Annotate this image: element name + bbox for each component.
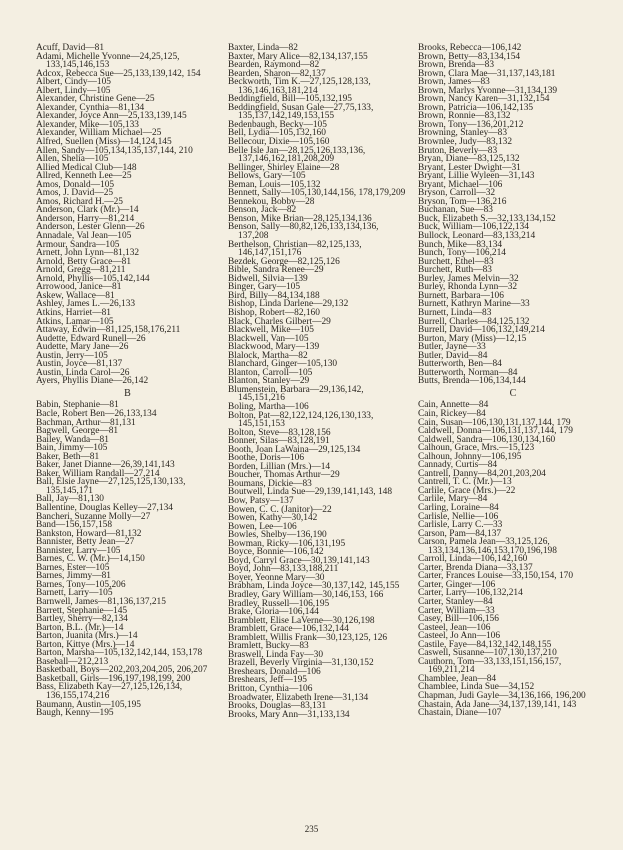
index-entry: Boyd, Carryl Grace—30,139,141,143 xyxy=(228,555,370,566)
index-entry: Butterworth, Ben—84 xyxy=(418,359,502,370)
index-entry: Browning, Stanley—83 xyxy=(418,128,508,139)
index-entry: Adcox, Rebecca Sue—25,133,139,142, 154 xyxy=(36,68,201,79)
index-column-1 xyxy=(36,44,219,718)
index-entry: Arnold, Gregg—81,211 xyxy=(36,265,126,276)
index-entry: Burchett, Ruth—83 xyxy=(418,265,492,276)
index-entry: Boyer, Yeonne Mary—30 xyxy=(228,572,325,583)
index-entry: Anderson, Lester Glenn—26 xyxy=(36,222,145,233)
index-entry: Breshears, Jeff—195 xyxy=(228,675,307,686)
index-entry: Cannady, Curtis—84 xyxy=(418,460,498,471)
index-entry: Alexander, William Michael—25 xyxy=(36,128,162,139)
index-entry: Amos, Donald—105 xyxy=(36,179,115,190)
index-entry: Ashley, James L.—26,133 xyxy=(36,299,136,310)
index-entry: Burnett, Kathryn Marine—33 xyxy=(418,299,530,310)
index-entry: Benson, Jack—82 xyxy=(228,205,297,216)
index-entry: Brooks, Douglas—83,131 xyxy=(228,701,327,712)
index-entry: Britton, Cynthia—106 xyxy=(228,684,313,695)
index-entry: Buck, William—106,122,134 xyxy=(418,222,529,233)
index-entry: Bachman, Arthur—81,131 xyxy=(36,417,136,428)
index-entry: Bible, Sandra Renee—29 xyxy=(228,265,324,276)
index-entry: Barnes, Tony—105,206 xyxy=(36,579,126,590)
index-entry: Brown, Betty—83,134,154 xyxy=(418,51,521,62)
index-entry: Barnwell, James—81,136,137,215 xyxy=(36,597,166,607)
index-entry: Bankston, Howard—81,132 xyxy=(36,528,142,539)
index-entry: Brownlee, Judy—83,132 xyxy=(418,137,513,148)
index-entry: Boothe, Doris—106 xyxy=(228,453,305,464)
index-entry: Atkins, Lamar—105 xyxy=(36,316,114,327)
index-entry: Barton, Marsha—105,132,142,144, 153,178 xyxy=(36,648,203,659)
index-entry: Arrowood, Janice—81 xyxy=(36,282,122,293)
index-entry: Bradley, Russell—106,195 xyxy=(228,598,330,609)
index-entry: Blanton, Carroll—105 xyxy=(228,367,313,378)
index-entry: Bezdek, George—82,125,126 xyxy=(228,256,340,267)
index-entry: Buck, Elizabeth S.—32,133,134,152 xyxy=(418,213,556,224)
index-entry: Butler, David—84 xyxy=(418,350,488,361)
index-entry: Carson, Pamela Jean—33,125,126, 133,134,136,146,153,170,196,198 xyxy=(418,537,557,556)
index-entry: Boumans, Dickie—83 xyxy=(228,478,312,489)
index-entry: Ayers, Phyllis Diane—26,142 xyxy=(36,376,149,387)
index-entry: Barton, B.L. (Mr.)—14 xyxy=(36,622,124,633)
index-entry: Bowles, Shelby—136,190 xyxy=(228,530,327,541)
index-entry: Boling, Martha—106 xyxy=(228,401,309,412)
index-entry: Carson, Pam—84,137 xyxy=(418,528,502,539)
index-entry: Barnett, Larry—105 xyxy=(36,588,113,599)
index-entry: Amos, J. David—25 xyxy=(36,188,114,199)
index-entry: Chastain, Ada Jane—34,137,139,141, 143 xyxy=(418,699,577,710)
index-entry: Ball, Elsie Jayne—27,125,125,130,133, 135,145,171 xyxy=(36,477,186,496)
index-entry: Bird, Billy—84,134,188 xyxy=(228,290,320,301)
index-entry: Askew, Wallace—81 xyxy=(36,290,115,301)
index-entry: Butler, Jayne—33 xyxy=(418,342,486,353)
index-entry: Butterworth, Norman—84 xyxy=(418,367,518,378)
index-entry: Carlisle, Larry C.—33 xyxy=(418,520,503,531)
index-entry: Cain, Susan—106,130,131,137,144, 179 xyxy=(418,417,571,428)
index-entry: Borden, Lillian (Mrs.)—14 xyxy=(228,461,331,472)
index-entry: Ballentine, Douglas Kelley—27,134 xyxy=(36,502,173,513)
index-entry: Bennett, Sally—105,130,144,156, 178,179,209 xyxy=(228,188,406,199)
index-entry: Burley, James Melvin—32 xyxy=(418,273,519,284)
index-entry: Cantrell, Danny—84,201,203,204 xyxy=(418,468,546,479)
index-entry: Bannister, Larry—105 xyxy=(36,545,121,556)
index-entry: Brown, Ronnie—83,132 xyxy=(418,111,511,122)
index-column-2 xyxy=(228,44,411,719)
index-entry: Bryant, Lester Dwight—31 xyxy=(418,162,521,173)
index-entry: Bryant, Michael—106 xyxy=(418,179,503,190)
index-entry: Albert, Cindy—105 xyxy=(36,77,111,88)
index-entry: Anderson, Clark (Mr.)—14 xyxy=(36,205,139,216)
index-entry: Baker, Janet Dianne—26,39,141,143 xyxy=(36,460,175,471)
section-letter-heading: C xyxy=(509,387,517,399)
index-entry: Alexander, Christine Gene—25 xyxy=(36,94,155,105)
index-entry: Arnett, John Lynn—81,132 xyxy=(36,248,140,259)
index-entry: Bacle, Robert Ben—26,133,134 xyxy=(36,408,157,419)
index-entry: Bramblett, Grace—106,132,144 xyxy=(228,624,349,635)
index-entry: Bain, Jimmy—105 xyxy=(36,443,108,454)
index-entry: Cain, Rickey—84 xyxy=(418,408,486,419)
index-entry: Basketball, Girls—196,197,198,199, 200 xyxy=(36,673,191,684)
index-entry: Bryant, Lillie Wyleen—31,143 xyxy=(418,171,535,182)
index-entry: Acuff, David—81 xyxy=(36,43,105,53)
index-entry: Bellinger, Shirley Elaine—28 xyxy=(228,162,340,173)
index-entry: Bellecour, Dixie—105,160 xyxy=(228,137,330,148)
index-entry: Blalock, Martha—82 xyxy=(228,350,308,361)
index-entry: Bonner, Silas—83,128,191 xyxy=(228,436,330,447)
index-entry: Allied Medical Club—148 xyxy=(36,162,137,173)
index-entry: Bryan, Diane—83,125,132 xyxy=(418,154,520,165)
index-entry: Braswell, Linda Fay—30 xyxy=(228,649,324,660)
index-entry: Carter, Stanley—84 xyxy=(418,597,493,607)
index-entry: Beckworth, Tim K.—27,125,128,133, 136,146,163,181,214 xyxy=(228,77,371,96)
index-entry: Alexander, Joyce Ann—25,133,139,145 xyxy=(36,111,187,122)
index-entry: Brabham, Linda Joyce—30,137,142, 145,155 xyxy=(228,581,400,592)
index-entry: Carlile, Grace (Mrs.)—22 xyxy=(418,485,516,496)
index-entry: Baxter, Linda—82 xyxy=(228,43,298,53)
index-entry: Bailey, Wanda—81 xyxy=(36,434,109,445)
index-entry: Burrell, Charles—84,125,132 xyxy=(418,316,530,327)
index-entry: Cain, Annette—84 xyxy=(418,400,489,411)
index-entry: Bruton, Beverly—83 xyxy=(418,145,498,156)
index-entry: Burnett, Barbara—106 xyxy=(418,290,504,301)
index-entry: Boyce, Bonnie—106,142 xyxy=(228,547,324,558)
index-entry: Benson, Mike Brian—28,125,134,136 xyxy=(228,213,372,224)
index-entry: Burton, Mary (Miss)—12,15 xyxy=(418,333,527,344)
index-entry: Adami, Michelle Yvonne—24,25,125, 133,145,146,153 xyxy=(36,51,180,71)
index-entry: Audette, Edward Runell—26 xyxy=(36,333,146,344)
index-entry: Blackwell, Mike—105 xyxy=(228,325,314,336)
index-entry: Berthelson, Christian—82,125,133, 146,147,151,176 xyxy=(228,239,362,259)
index-entry: Arnold, Betty Grace—81 xyxy=(36,256,132,267)
index-entry: Barton, Juanita (Mrs.)—14 xyxy=(36,631,138,642)
index-entry: Bearden, Sharon—82,137 xyxy=(228,68,326,79)
section-letter-heading: B xyxy=(124,387,131,399)
index-entry: Burnett, Linda—83 xyxy=(418,307,492,318)
index-entry: Band—156,157,158 xyxy=(36,520,113,531)
index-entry: Armour, Sandra—105 xyxy=(36,239,120,250)
index-entry: Barton, Kittye (Mrs.)—14 xyxy=(36,639,135,650)
index-entry: Blackwell, Van—105 xyxy=(228,333,309,344)
index-entry: Caswell, Susanne—107,130,137,210 xyxy=(418,648,557,659)
index-entry: Benson, Sally—80,82,126,133,134,136, 137,208 xyxy=(228,222,379,242)
index-entry: Alexander, Mike—105,133 xyxy=(36,119,139,130)
index-entry: Baker, William Randall—27,214 xyxy=(36,468,160,479)
index-entry: Brown, Tony—136,201,212 xyxy=(418,119,524,130)
index-entry: Bolton, Pat—82,122,124,126,130,133, 145,151,153 xyxy=(228,410,374,430)
index-entry: Chamblee, Linda Sue—34,152 xyxy=(418,682,535,693)
index-entry: Bramlett, Bucky—83 xyxy=(228,641,309,652)
index-entry: Booth, Joan LaWaina—29,125,134 xyxy=(228,444,361,455)
index-entry: Annadale, Val Jean—105 xyxy=(36,231,132,242)
index-entry: Carter, Brenda Diana—33,137 xyxy=(418,562,533,573)
index-entry: Bryson, Carroll—32 xyxy=(418,188,496,199)
index-entry: Austin, Jerry—105 xyxy=(36,350,108,361)
index-entry: Carling, Loraine—84 xyxy=(418,502,499,513)
index-entry: Barrett, Stephanie—145 xyxy=(36,605,128,616)
index-entry: Brown, Patricia—106,142,135 xyxy=(418,102,534,113)
index-entry: Bartley, Sherry—82,134 xyxy=(36,614,128,625)
index-entry: Brazell, Beverly Virginia—31,130,152 xyxy=(228,658,374,669)
index-entry: Bradley, Gary William—30,146,153, 166 xyxy=(228,590,384,600)
index-entry: Burrell, David—106,132,149,214 xyxy=(418,325,545,336)
index-entry: Bullock, Leonard—83,133,214 xyxy=(418,231,536,242)
index-entry: Boyd, John—83,133,188,211 xyxy=(228,564,339,575)
index-entry: Calhoun, Grace, Mrs.—15,123 xyxy=(418,443,535,454)
index-entry: Brooks, Rebecca—106,142 xyxy=(418,43,522,53)
index-entry: Bowen, Lee—106 xyxy=(228,521,297,532)
index-entry: Broadwater, Elizabeth Irene—31,134 xyxy=(228,692,369,703)
index-entry: Brown, Nancy Karen—31,132,154 xyxy=(418,94,550,105)
index-entry: Austin, Joyce—81,137 xyxy=(36,359,123,370)
index-entry: Belle Isle Jan—28,125,126,133,136, 137,146,162,181,208,209 xyxy=(228,145,366,165)
index-entry: Blackwood, Mary—139 xyxy=(228,342,320,353)
index-entry: Basketball, Boys—202,203,204,205, 206,207 xyxy=(36,665,208,676)
index-entry: Bennekou, Bobby—28 xyxy=(228,196,315,207)
index-entry: Brown, James—83 xyxy=(418,77,490,88)
index-entry: Arnold, Phyllis—105,142,144 xyxy=(36,273,150,284)
index-entry: Brown, Brenda—83 xyxy=(418,60,495,71)
index-entry: Bannister, Betty Jean—27 xyxy=(36,537,135,548)
index-entry: Bunch, Mike—83,134 xyxy=(418,239,503,250)
index-entry: Bidwell, Silvia—139 xyxy=(228,273,308,284)
index-entry: Bowen, C. C. (Janitor)—22 xyxy=(228,504,332,515)
index-entry: Bramblett, Elise LaVerne—30,126,198 xyxy=(228,615,375,626)
index-entry: Beman, Louis—105,132 xyxy=(228,179,321,190)
index-entry: Atkins, Harriet—81 xyxy=(36,307,111,318)
index-entry: Blanton, Stanley—29 xyxy=(228,376,310,387)
index-entry: Beddingfield, Bill—105,132,195 xyxy=(228,94,352,105)
index-entry: Bowen, Kathy—30,142 xyxy=(228,513,318,524)
index-entry: Ball, Jay—81,130 xyxy=(36,494,104,505)
index-entry: Alexander, Cynthia—81,134 xyxy=(36,102,145,113)
index-entry: Alfred, Suellen (Miss)—14,124,145 xyxy=(36,137,172,148)
index-entry: Chastain, Diane—107 xyxy=(418,708,502,719)
index-entry: Bearden, Raymond—82 xyxy=(228,60,320,71)
index-entry: Carter, Larry—106,132,214 xyxy=(418,588,523,599)
index-entry: Caldwell, Sandra—106,130,134,160 xyxy=(418,434,556,445)
index-entry: Casteel, Jean—106 xyxy=(418,622,491,633)
index-entry: Calhoun, Johnny—106,195 xyxy=(418,451,522,462)
index-entry: Bagwell, George—81 xyxy=(36,426,119,437)
index-entry: Baumann, Austin—105,195 xyxy=(36,699,141,710)
index-entry: Bass, Elizabeth Kay—27,125,126,134, 136,155,174,216 xyxy=(36,682,183,702)
index-entry: Chapman, Judi Gayle—34,136,166, 196,200 xyxy=(418,691,586,702)
index-entry: Audette, Mary Jane—26 xyxy=(36,342,129,353)
index-entry: Bishop, Linda Darlene—29,132 xyxy=(228,299,349,310)
index-entry: Brown, Marlys Yvonne—31,134,139 xyxy=(418,85,558,96)
index-entry: Attaway, Edwin—81,125,158,176,211 xyxy=(36,325,181,336)
index-entry: Boucher, Thomas Arthur—29 xyxy=(228,470,340,481)
index-entry: Baseball—212,213 xyxy=(36,656,109,667)
index-entry: Carter, William—33 xyxy=(418,605,495,616)
index-entry: Brooks, Mary Ann—31,133,134 xyxy=(228,709,350,720)
index-entry: Brake, Gloria—106,144 xyxy=(228,607,319,618)
index-entry: Blanchard, Ginger—105,130 xyxy=(228,359,338,370)
index-entry: Barnes, Jimmy—81 xyxy=(36,571,111,582)
index-entry: Binger, Gary—105 xyxy=(228,282,301,293)
index-entry: Bedenbaugh, Becky—105 xyxy=(228,119,327,130)
index-entry: Bramblett, Willis Frank—30,123,125, 126 xyxy=(228,632,388,643)
index-entry: Bow, Patsy—137 xyxy=(228,495,294,506)
index-entry: Carter, Frances Louise—33,150,154, 170 xyxy=(418,571,574,582)
index-entry: Black, Charles Gilbert—29 xyxy=(228,316,331,327)
page-number: 235 xyxy=(304,824,319,834)
index-entry: Burley, Rhonda Lynn—32 xyxy=(418,282,518,293)
index-entry: Cantrell, T. C. (Mr.)—13 xyxy=(418,477,512,488)
index-entry: Casteel, Jo Ann—106 xyxy=(418,631,501,642)
index-entry: Baugh, Kenny—195 xyxy=(36,708,114,719)
index-entry: Bishop, Robert—82,160 xyxy=(228,307,320,318)
index-entry: Chamblee, Jean—84 xyxy=(418,673,497,684)
index-entry: Baker, Beth—81 xyxy=(36,451,100,462)
index-entry: Casey, Bill—106,156 xyxy=(418,614,499,625)
index-entry: Butts, Brenda—106,134,144 xyxy=(418,376,526,387)
index-entry: Bryson, Tom—136,216 xyxy=(418,196,507,207)
index-entry: Boutwell, Linda Sue—29,139,141,143, 148 xyxy=(228,487,393,498)
index-entry: Burchett, Ethel—83 xyxy=(418,256,494,267)
index-entry: Albert, Lindy—105 xyxy=(36,85,111,96)
index-entry: Carter, Ginger—106 xyxy=(418,579,496,590)
index-entry: Barnes, C. W. (Mr.)—14,150 xyxy=(36,554,145,565)
index-entry: Buchanan, Sue—83 xyxy=(418,205,493,216)
index-entry: Caldwell, Donna—106,131,137,144, 179 xyxy=(418,426,573,437)
index-entry: Bolton, Steve—83,128,156 xyxy=(228,427,331,438)
index-entry: Babin, Stephanie—81 xyxy=(36,400,119,411)
index-entry: Carlisle, Nellie—106 xyxy=(418,511,499,522)
index-entry: Bunch, Tony—106,214 xyxy=(418,248,506,259)
index-entry: Bowman, Ricky—106,131,195 xyxy=(228,538,346,549)
index-entry: Breshears, Donald—106 xyxy=(228,666,321,677)
index-entry: Cauthorn, Tom—33,133,151,156,157, 169,211,214 xyxy=(418,656,562,676)
index-entry: Austin, Linda Carol—26 xyxy=(36,367,130,378)
index-entry: Barnes, Ester—105 xyxy=(36,562,110,573)
index-entry: Bell, Lydia—105,132,160 xyxy=(228,128,326,139)
index-entry: Brown, Clara Mae—31,137,143,181 xyxy=(418,68,556,79)
index-entry: Allen, Sandy—105,134,135,137,144, 210 xyxy=(36,145,193,156)
index-entry: Blumenstein, Barbara—29,136,142, 145,151,216 xyxy=(228,384,364,404)
index-entry: Carroll, Linda—106,142,160 xyxy=(418,554,528,565)
index-entry: Bellows, Gary—105 xyxy=(228,171,306,182)
index-entry: Allen, Shelia—105 xyxy=(36,154,109,165)
index-entry: Baxter, Mary Alice—82,134,137,155 xyxy=(228,51,368,62)
index-entry: Castile, Faye—84,132,142,148,155 xyxy=(418,639,552,650)
index-entry: Anderson, Harry—81,214 xyxy=(36,213,135,224)
index-entry: Carlile, Mary—84 xyxy=(418,494,488,505)
index-entry: Bancheri, Suzanne Molly—27 xyxy=(36,511,151,522)
index-entry: Amos, Richard H.—25 xyxy=(36,196,123,207)
index-entry: Allred, Kenneth Lee—25 xyxy=(36,171,132,182)
index-entry: Beddingfield, Susan Gale—27,75,133, 135,137,142,149,153,155 xyxy=(228,102,374,122)
index-column-3 xyxy=(418,44,608,718)
